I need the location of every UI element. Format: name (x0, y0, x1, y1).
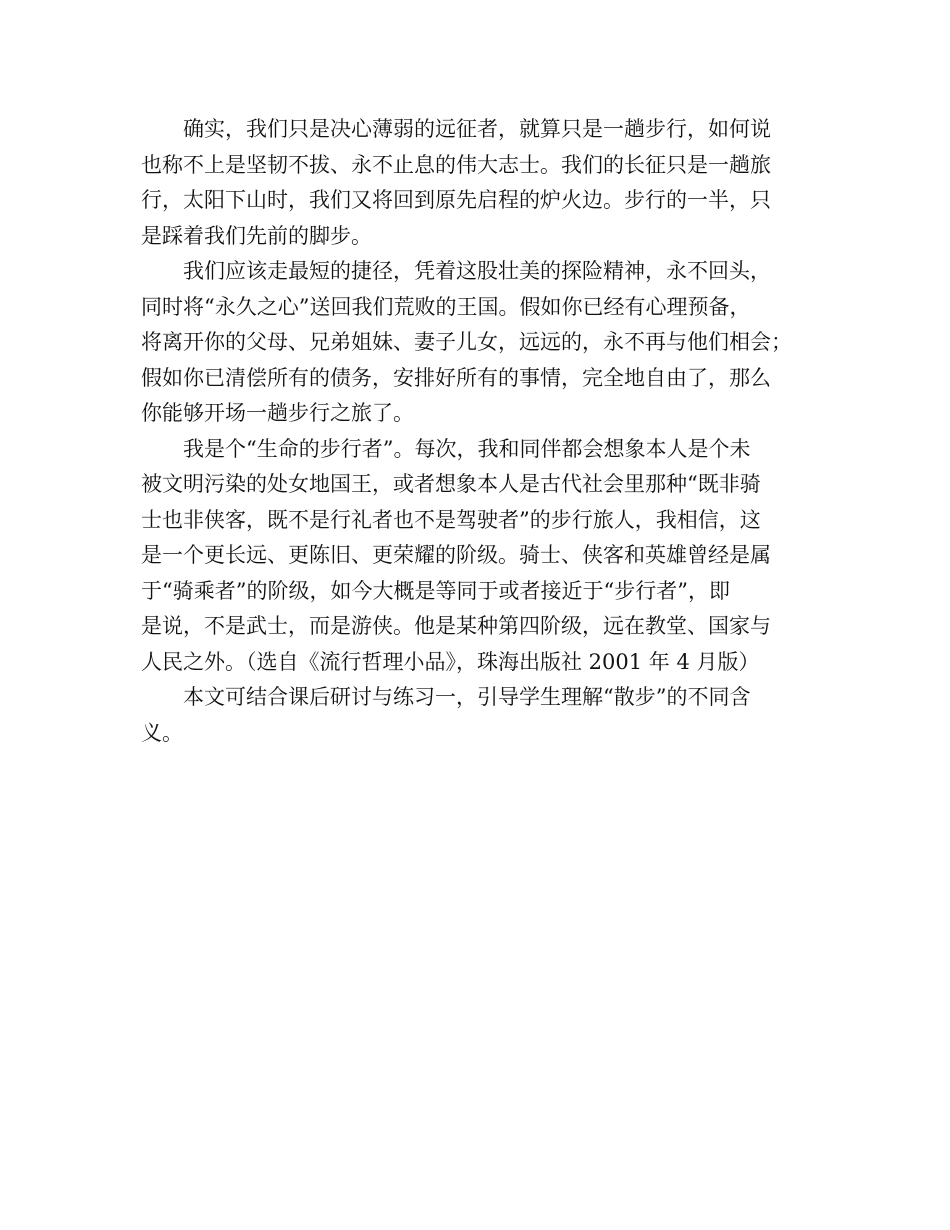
paragraph-line: 士也非侠客，既不是行礼者也不是驾驶者”的步行旅人，我相信，这 (141, 507, 761, 532)
paragraph-line: 行，太阳下山时，我们又将回到原先启程的炉火边。步行的一半，只 (141, 188, 771, 212)
paragraph-2 (141, 254, 813, 432)
paragraph-line: 是踩着我们先前的脚步。 (141, 223, 372, 248)
paragraph-line: 被文明污染的处女地国王，或者想象本人是古代社会里那种“既非骑 (141, 472, 761, 496)
paragraph-line: 人民之外。（选自《流行哲理小品》，珠海出版社 2001 年 4 月版） (141, 649, 760, 674)
paragraph-line: 假如你已清偿所有的债务，安排好所有的事情，完全地自由了，那么 (141, 365, 771, 390)
paragraph-line: 确实，我们只是决心薄弱的远征者，就算只是一趟步行，如何说 (183, 117, 771, 141)
paragraph-line: 本文可结合课后研讨与练习一，引导学生理解“散步”的不同含 (183, 685, 751, 709)
paragraph-line: 是一个更长远、更陈旧、更荣耀的阶级。骑士、侠客和英雄曾经是属 (141, 543, 771, 567)
paragraph-line: 于“骑乘者”的阶级，如今大概是等同于或者接近于“步行者”，即 (141, 578, 730, 603)
paragraph-line: 我们应该走最短的捷径，凭着这股壮美的探险精神，永不回头， (183, 259, 771, 283)
paragraph-line: 同时将“永久之心”送回我们荒败的王国。假如你已经有心理预备， (141, 294, 751, 319)
document-page (141, 112, 813, 751)
paragraph-line: 我是个“生命的步行者”。每次，我和同伴都会想象本人是个未 (183, 436, 751, 461)
paragraph-3 (141, 432, 813, 681)
paragraph-line: 也称不上是坚韧不拔、永不止息的伟大志士。我们的长征只是一趟旅 (141, 152, 771, 177)
paragraph-line: 是说，不是武士，而是游侠。他是某种第四阶级，远在教堂、国家与 (141, 614, 771, 638)
paragraph-4 (141, 680, 813, 751)
paragraph-line: 义。 (141, 720, 183, 745)
paragraph-line: 将离开你的父母、兄弟姐妹、妻子儿女，远远的，永不再与他们相会； (141, 330, 792, 354)
paragraph-1 (141, 112, 813, 254)
paragraph-line: 你能够开场一趟步行之旅了。 (141, 401, 414, 425)
